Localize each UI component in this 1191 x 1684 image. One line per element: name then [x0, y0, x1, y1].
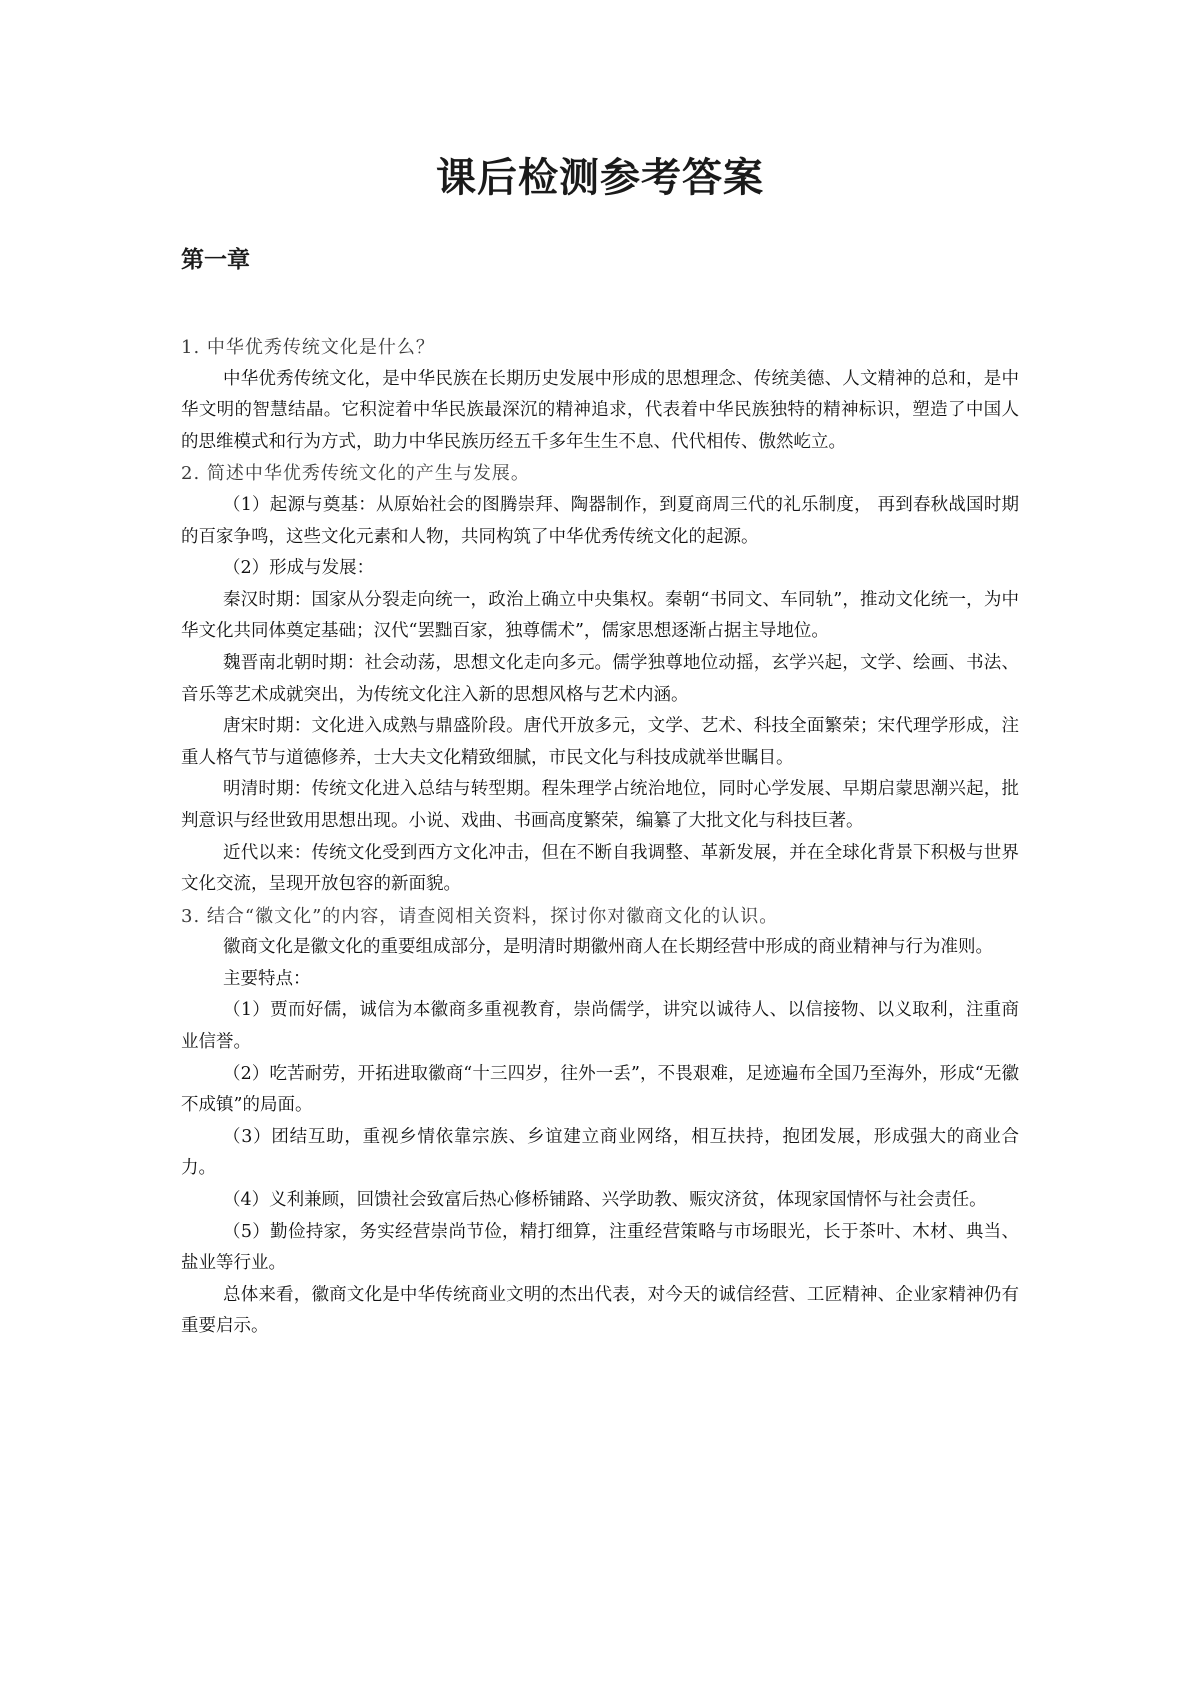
chapter-heading: 第一章 — [181, 247, 250, 273]
question-2: 2. 简述中华优秀传统文化的产生与发展。 — [181, 463, 530, 485]
answer-3-feature-2: （2）吃苦耐劳，开拓进取徽商“十三四岁，往外一丢”，不畏艰难，足迹遍布全国乃至海外，形成“无徽不成镇”的局面。 — [181, 1063, 1019, 1116]
answer-2-mingqing: 明清时期：传统文化进入总结与转型期。程朱理学占统治地位，同时心学发展、早期启蒙思潮兴起，批判意识与经世致用思想出现。小说、戏曲、书画高度繁荣，编纂了大批文化与科技巨著。 — [181, 779, 1019, 831]
answer-3-feature-1: （1）贾而好儒，诚信为本徽商多重视教育，崇尚儒学，讲究以诚待人、以信接物、以义取利，注重商业信誉。 — [181, 1000, 1019, 1053]
answer-3-feature-3: （3）团结互助，重视乡情依靠宗族、乡谊建立商业网络，相互扶持，抱团发展，形成强大的商业合力。 — [181, 1126, 1019, 1179]
answer-2-modern: 近代以来：传统文化受到西方文化冲击，但在不断自我调整、革新发展，并在全球化背景下积极与世界文化交流，呈现开放包容的新面貌。 — [181, 842, 1019, 895]
answer-2-development-heading: （2）形成与发展： — [223, 558, 375, 579]
question-3: 3. 结合“徽文化”的内容，请查阅相关资料，探讨你对徽商文化的认识。 — [181, 905, 779, 927]
answer-2-qinhan: 秦汉时期：国家从分裂走向统一，政治上确立中央集权。秦朝“书同文、车同轨”，推动文化统一，为中华文化共同体奠定基础；汉代“罢黜百家，独尊儒术”，儒家思想逐渐占据主导地位。 — [181, 589, 1019, 642]
page-body — [181, 0, 1019, 1343]
answer-3-conclusion: 总体来看，徽商文化是中华传统商业文明的杰出代表，对今天的诚信经营、工匠精神、企业家精神仍有重要启示。 — [181, 1284, 1019, 1337]
answer-3-feature-5: （5）勤俭持家，务实经营崇尚节俭，精打细算，注重经营策略与市场眼光，长于茶叶、木材、典当、盐业等行业。 — [181, 1221, 1019, 1274]
answer-1-paragraph: 中华优秀传统文化，是中华民族在长期历史发展中形成的思想理念、传统美德、人文精神的总和，是中华文明的智慧结晶。它积淀着中华民族最深沉的精神追求，代表着中华民族独特的精神标识，塑造了中国人的思维模式和行为方式，助力中华民族历经五千多年生生不息、代代相传、傲然屹立。 — [181, 368, 1019, 452]
answer-3-feature-4: （4）义利兼顾，回馈社会致富后热心修桥铺路、兴学助教、赈灾济贫，体现家国情怀与社会责任。 — [223, 1190, 987, 1211]
question-1: 1. 中华优秀传统文化是什么？ — [181, 337, 435, 358]
document-title: 课后检测参考答案 — [436, 155, 764, 201]
answer-3-intro: 徽商文化是徽文化的重要组成部分，是明清时期徽州商人在长期经营中形成的商业精神与行为准则。 — [223, 937, 993, 958]
answer-2-origin: （1）起源与奠基：从原始社会的图腾崇拜、陶器制作，到夏商周三代的礼乐制度， 再到春秋战国时期的百家争鸣，这些文化元素和人物，共同构筑了中华优秀传统文化的起源。 — [181, 494, 1019, 547]
answer-2-weijin: 魏晋南北朝时期：社会动荡，思想文化走向多元。儒学独尊地位动摇，玄学兴起，文学、绘画、书法、音乐等艺术成就突出，为传统文化注入新的思想风格与艺术内涵。 — [181, 652, 1019, 705]
answers-section — [181, 332, 1019, 1343]
answer-3-features-heading: 主要特点： — [223, 968, 311, 989]
answer-2-tangsong: 唐宋时期：文化进入成熟与鼎盛阶段。唐代开放多元，文学、艺术、科技全面繁荣；宋代理学形成，注重人格气节与道德修养，士大夫文化精致细腻，市民文化与科技成就举世瞩目。 — [181, 716, 1019, 768]
